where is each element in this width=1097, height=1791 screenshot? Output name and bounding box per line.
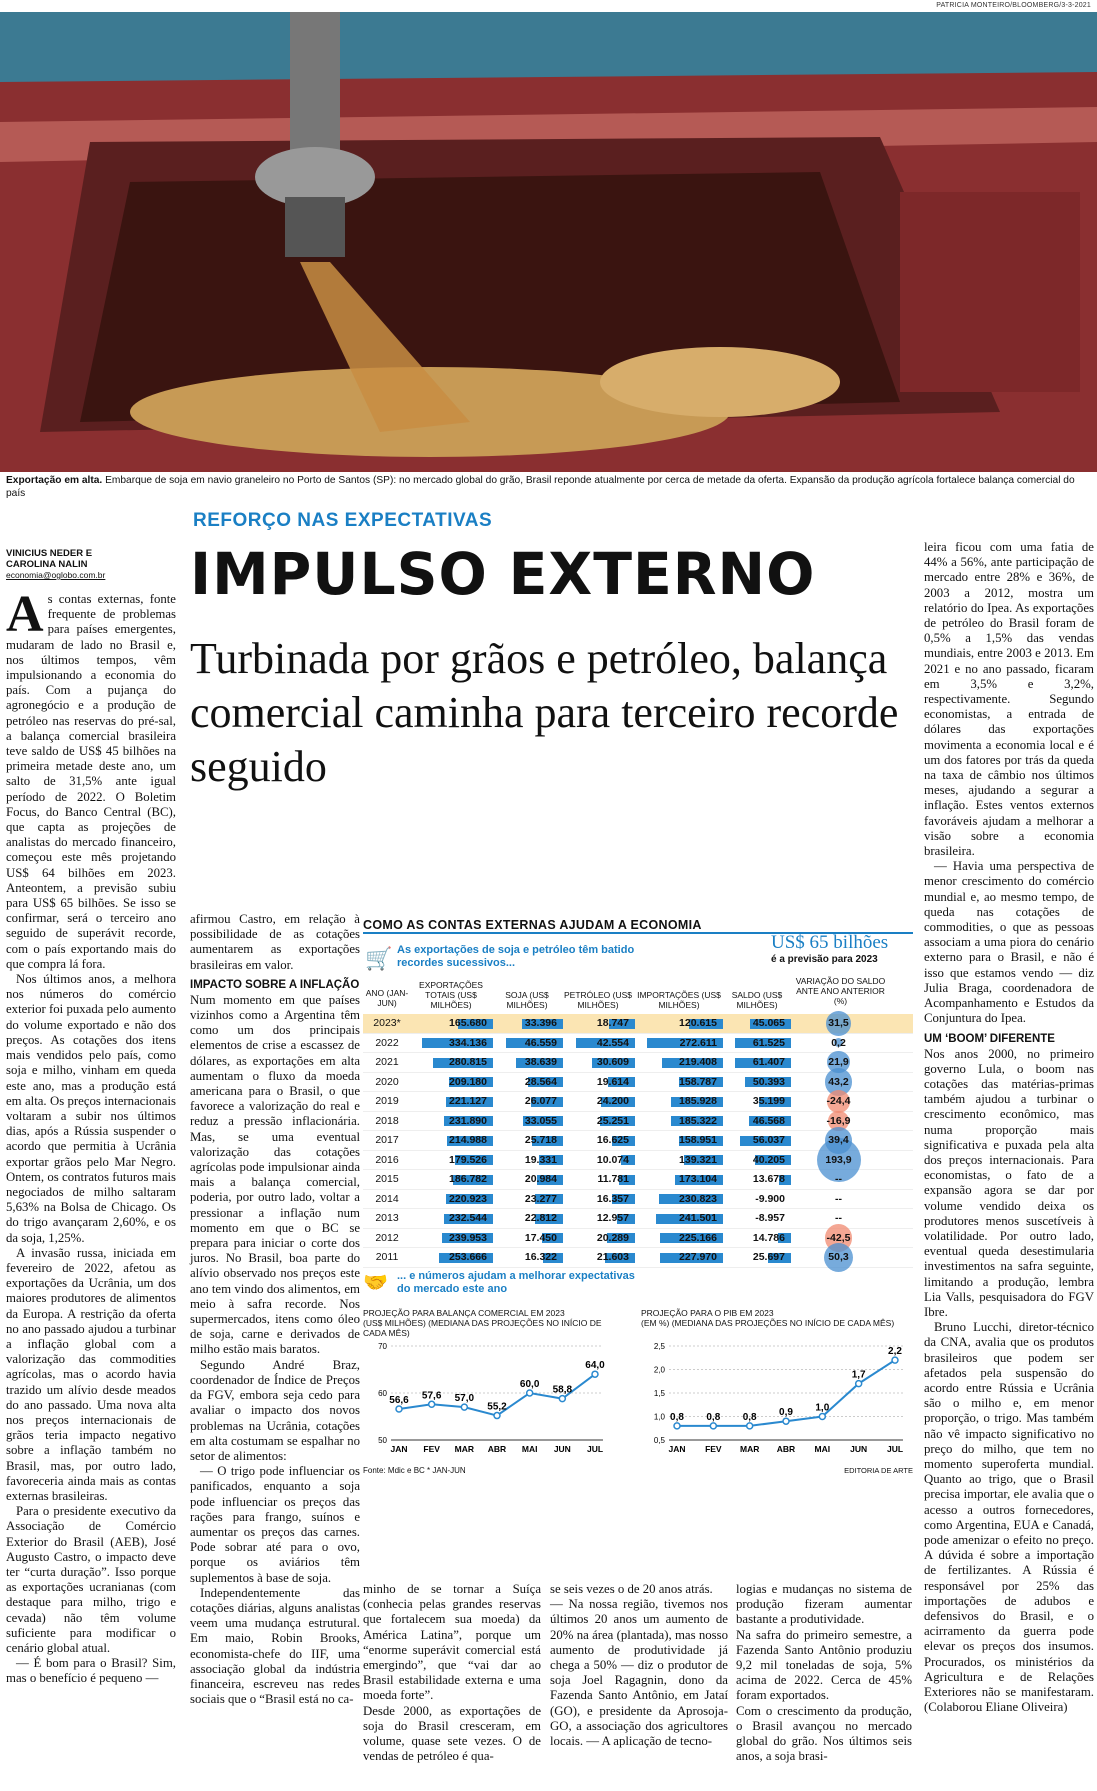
data-point xyxy=(674,1423,680,1429)
table-cell xyxy=(493,1072,563,1091)
cell-value: 21,9 xyxy=(828,1056,849,1069)
x-tick-label: ABR xyxy=(776,1444,796,1454)
x-tick-label: JAN xyxy=(390,1444,408,1454)
table-cell xyxy=(723,1209,791,1228)
paragraph: Independentemente das cotações diárias, alguns analistas veem uma mudança estrutural. Em maio, Robin Brooks, economista-chefe do IIF, uma associação global da indústria financeira, escreveu nas redes sociais que o “Brasil está no ca- xyxy=(190,1585,360,1707)
col-header: ANO (JAN-JUN) xyxy=(365,988,409,1008)
table-row xyxy=(363,1034,913,1054)
cell-value: 50,3 xyxy=(828,1251,849,1264)
cell-value: 2023* xyxy=(373,1017,401,1030)
x-tick-label: MAR xyxy=(739,1444,760,1454)
cell-value: 56.037 xyxy=(752,1134,785,1147)
cell-value: 165.680 xyxy=(449,1017,487,1030)
cell-value: 16.322 xyxy=(524,1251,557,1264)
drop-cap: A xyxy=(6,586,44,643)
table-row xyxy=(363,1170,913,1190)
table-cell xyxy=(411,1072,493,1091)
cell-value: 17.450 xyxy=(524,1231,557,1244)
cell-value: 10.074 xyxy=(596,1153,629,1166)
cell-value: 19.614 xyxy=(596,1075,629,1088)
table-cell xyxy=(363,1189,411,1208)
cell-value: 20.289 xyxy=(596,1231,629,1244)
table-cell xyxy=(411,1228,493,1247)
data-point xyxy=(461,1404,467,1410)
table-cell xyxy=(723,1111,791,1130)
table-cell xyxy=(493,1033,563,1052)
cell-value: 2019 xyxy=(375,1095,399,1108)
table-cell xyxy=(723,1228,791,1247)
table-cell xyxy=(635,1092,723,1111)
table-cell xyxy=(635,1072,723,1091)
table-cell xyxy=(635,1111,723,1130)
byline-2: CAROLINA NALIN xyxy=(6,559,88,570)
table-cell xyxy=(723,1053,791,1072)
table-cell xyxy=(363,1131,411,1150)
table-cell xyxy=(635,1150,723,1169)
x-tick-label: FEV xyxy=(705,1444,722,1454)
chart-source: Fonte: Mdic e BC * JAN-JUN xyxy=(363,1466,466,1475)
data-point xyxy=(710,1423,716,1429)
cell-value: -24,4 xyxy=(826,1095,851,1108)
cell-value: 232.544 xyxy=(449,1212,487,1225)
x-tick-label: JUL xyxy=(886,1444,904,1454)
paragraph-text: s contas externas, fonte frequente de problemas para países emergentes, mudaram de lado no Brasil e, nos últimos tempos, vêm impulsionando a economia do país. Com a pujança do agronegócio e a produção de petróleo nas reservas do pré-sal, a balança comercial brasileira teve saldo de US$ 45 bilhões na primeira metade deste ano, um salto de 31,5% ante igual período de 2022. O Boletim Focus, do Banco Central (BC), que capta as projeções de analistas do mercado financeiro, começou este mês projetando US$ 64 bilhões em 2023. Anteontem, a previsão subiu para US$ 65 bilhões. Se isso se confirmar, será o terceiro ano seguido de superávit recorde, com o país exportando mais do que compra lá fora. xyxy=(6,592,176,971)
table-cell xyxy=(563,1072,635,1091)
cell-value: 2021 xyxy=(375,1056,399,1069)
line-chart-1-subtitle: (US$ MILHÕES) (MEDIANA DAS PROJEÇÕES NO INÍCIO DE CADA MÊS) xyxy=(363,1318,602,1338)
table-cell xyxy=(411,1189,493,1208)
line-chart-2-header xyxy=(641,1308,913,1328)
article-column-4: se seis vezes o de 20 anos atrás. — Na nossa região, tivemos nos últimos 20 anos um aumento de 20% na área (plantada), mas nosso aumento de produtividade já chega a 50% — diz o produtor de soja Joel Ragagnin, dono da Fazenda Santo Antônio, em Jataí (GO), e presidente da Aprosoja-GO, a associação dos agricultores locais. — A aplicação de tecno- xyxy=(550,1582,728,1749)
cell-value: 2017 xyxy=(375,1134,399,1147)
paragraph: Nos anos 2000, no primeiro governo Lula, o boom nas cotações das matérias-primas também ajudou a turbinar o crescimento econômico, mas numa proporção mais significativa e puxada pela alta dos preços internacionais. Para economistas, o fato de a expansão agora se dar por volume vendido deixa os produtores menos suscetíveis à volatilidade. Por outro lado, eventual queda desestimularia investimentos na safra seguinte, limitando a produção, lembra Lia Valls, pesquisadora do FGV Ibre. xyxy=(924,1046,1094,1319)
data-point xyxy=(819,1414,825,1420)
cell-value: -- xyxy=(835,1173,842,1186)
cell-value: 280.815 xyxy=(449,1056,487,1069)
data-label: 0,8 xyxy=(742,1411,757,1423)
table-header xyxy=(363,976,913,1014)
hero-photo xyxy=(0,12,1097,472)
table-cell xyxy=(563,1092,635,1111)
col-header: PETRÓLEO (US$ MILHÕES) xyxy=(563,990,633,1010)
trade-balance-line-chart xyxy=(363,1340,613,1460)
cell-value: 20.984 xyxy=(524,1173,557,1186)
table-cell xyxy=(723,1150,791,1169)
author-email[interactable]: economia@oglobo.com.br xyxy=(6,570,106,580)
data-label: 64,0 xyxy=(585,1360,605,1372)
cell-value: 193,9 xyxy=(825,1153,852,1166)
table-cell xyxy=(723,1248,791,1267)
cell-value: 2016 xyxy=(375,1153,399,1166)
cell-value: 2013 xyxy=(375,1212,399,1225)
data-label: 1,7 xyxy=(851,1369,866,1381)
table-cell xyxy=(363,1111,411,1130)
data-point xyxy=(527,1390,533,1396)
col-header: IMPORTAÇÕES (US$ MILHÕES) xyxy=(637,990,721,1010)
cell-value: 120.615 xyxy=(679,1017,717,1030)
table-cell xyxy=(723,1170,791,1189)
table-cell xyxy=(791,1150,886,1169)
table-cell xyxy=(723,1072,791,1091)
table-cell xyxy=(791,1033,886,1052)
table-cell xyxy=(723,1033,791,1052)
paragraph: Num momento em que países vizinhos como a Argentina têm como um dos principais elementos de crise a escassez de dólares, as exportações em alta aumentam o fluxo da moeda americana para o Brasil, o que favorece a valorização do real e reduz a pressão inflacionária. Mas, se uma eventual valorização das cotações agrícolas pode impulsionar ainda mais a balança comercial, poderia, por outro lado, voltar a pressionar a inflação num momento em que o BC se prepara para iniciar o corte dos juros. No Brasil, boa parte do alívio observado nos preços este ano tem vindo dos alimentos, em meio à safra recorde. Nos supermercados, itens como óleo de soja, carne e derivados de milho estão mais baratos. xyxy=(190,992,360,1357)
table-cell xyxy=(791,1170,886,1189)
data-point xyxy=(592,1371,598,1377)
kicker: REFORÇO NAS EXPECTATIVAS xyxy=(193,510,493,531)
cell-value: 16.625 xyxy=(596,1134,629,1147)
table-cell xyxy=(723,1131,791,1150)
highlight-caption: é a previsão para 2023 xyxy=(771,954,878,965)
table-cell xyxy=(411,1131,493,1150)
highlight-value: US$ 65 bilhões xyxy=(771,932,889,953)
y-tick-label: 60 xyxy=(378,1389,387,1398)
table-cell xyxy=(493,1150,563,1169)
y-tick-label: 50 xyxy=(378,1436,387,1445)
cell-value: -- xyxy=(835,1212,842,1225)
table-cell xyxy=(493,1131,563,1150)
col-header: EXPORTAÇÕES TOTAIS (US$ MILHÕES) xyxy=(419,980,483,1010)
paragraph: Bruno Lucchi, diretor-técnico da CNA, avalia que os produtos brasileiros que podem ser afetados pela suspensão do acordo entre Rússia e Ucrânia são o milho e, em menor proporção, o trigo. Mas também não vê impacto significativo no preço do milho, que tem no momento superoferta mundial. Quanto ao trigo, que o Brasil precisa importar, ele avalia que o acesso a outros fornecedores, como Argentina, EUA e Canadá, pode amenizar o efeito no preço. A dúvida é sobre a importação de fertilizantes. A Rússia é responsável por 25% das importações de adubos e defensivos do Brasil, e o acirramento da guerra pode elevar os preços dos insumos. Procurados, os ministérios da Agricultura e de Relações Exteriores não se manifestaram. (Colaborou Eliane Oliveira) xyxy=(924,1320,1094,1715)
caption-text: Embarque de soja em navio graneleiro no Porto de Santos (SP): no mercado global do grão, Brasil reponde atualmente por cerca de metade da oferta. Expansão da produção agrícola fortalece balança comercial do país xyxy=(6,475,1075,499)
y-tick-label: 2,5 xyxy=(653,1342,665,1351)
x-tick-label: JAN xyxy=(668,1444,686,1454)
cell-value: 28.564 xyxy=(524,1075,557,1088)
article-column-5: logias e mudanças no sistema de produção fizeram aumentar bastante a produtividade. Na safra do primeiro semestre, a Fazenda Santo Antônio produziu 9,2 mil toneladas de soja, 5% acima de 2022. Cerca de 45% foram exportados. Com o crescimento da produção, o Brasil avançou no mercado global do grão. Nos últimos seis anos, a soja brasi- xyxy=(736,1582,912,1764)
cell-value: 2022 xyxy=(375,1036,399,1049)
cell-value: -9.900 xyxy=(755,1192,785,1205)
cell-value: 61.525 xyxy=(752,1036,785,1049)
chart-title: COMO AS CONTAS EXTERNAS AJUDAM A ECONOMIA xyxy=(363,918,702,932)
cell-value: -- xyxy=(835,1192,842,1205)
table-cell xyxy=(563,1111,635,1130)
cell-value: 230.823 xyxy=(679,1192,717,1205)
cell-value: 220.923 xyxy=(449,1192,487,1205)
y-tick-label: 70 xyxy=(378,1342,387,1351)
table-cell xyxy=(411,1111,493,1130)
cell-value: 50.393 xyxy=(752,1075,785,1088)
table-cell xyxy=(493,1228,563,1247)
cell-value: 25.697 xyxy=(752,1251,785,1264)
line-chart-1-title: PROJEÇÃO PARA BALANÇA COMERCIAL EM 2023 xyxy=(363,1308,565,1318)
data-point xyxy=(747,1423,753,1429)
cell-value: 231.890 xyxy=(449,1114,487,1127)
paragraph: — Havia uma perspectiva de menor crescimento do comércio mundial e, ao mesmo tempo, de queda nas cotações de commodities, o que as pessoas associam a uma piora do cenário externo para o Brasil, e não é isso que estamos vendo — diz Julia Braga, coordenadora de Acompanhamento e Estudos da Conjuntura do Ipea. xyxy=(924,859,1094,1026)
cell-value: 186.782 xyxy=(449,1173,487,1186)
table-cell xyxy=(411,1150,493,1169)
cell-value: 42.554 xyxy=(596,1036,629,1049)
cell-value: 2018 xyxy=(375,1114,399,1127)
table-cell xyxy=(563,1189,635,1208)
table-cell xyxy=(563,1228,635,1247)
article-column-3: minho de se tornar a Suíça (conhecia pelas grandes reservas que fortalecem sua moeda) da América Latina”, porque um “enorme superávit comercial está emergindo”, que “vai dar ao Brasil estabilidade externa e uma moeda forte”. Desde 2000, as exportações de soja do Brasil cresceram, em volume, quase sete vezes. O de vendas de petróleo é qua- xyxy=(363,1582,541,1764)
cell-value: 18.747 xyxy=(596,1017,629,1030)
cell-value: 219.408 xyxy=(679,1056,717,1069)
cell-value: 158.787 xyxy=(679,1075,717,1088)
table-cell xyxy=(635,1033,723,1052)
table-cell xyxy=(635,1189,723,1208)
cell-value: 12.957 xyxy=(596,1212,629,1225)
article-column-6 xyxy=(924,540,1094,1715)
paragraph: — É bom para o Brasil? Sim, mas o benefício é pequeno — xyxy=(6,1656,176,1686)
cell-value: 23.277 xyxy=(524,1192,557,1205)
table-cell xyxy=(411,1248,493,1267)
cell-value: 185.322 xyxy=(679,1114,717,1127)
cell-value: 22.812 xyxy=(524,1212,557,1225)
table-row xyxy=(363,1014,913,1034)
col-header: VARIAÇÃO DO SALDO ANTE ANO ANTERIOR (%) xyxy=(795,976,886,1006)
article-column-2 xyxy=(190,912,360,1707)
cell-value: 30.609 xyxy=(596,1056,629,1069)
cell-value: 2011 xyxy=(375,1251,399,1264)
lead-paragraph xyxy=(6,586,176,972)
cell-value: 225.166 xyxy=(679,1231,717,1244)
table-cell xyxy=(363,1248,411,1267)
table-cell xyxy=(411,1170,493,1189)
cell-value: 39,4 xyxy=(828,1134,849,1147)
paragraph: Nos últimos anos, a melhora nos números do comércio exterior foi puxada pelo aumento do volume exportado e não dos preços. As cotações dos itens mais vendidos pelo país, como soja e milho, vinham em queda este ano, mas a produção está em alta. Os preços internacionais voltaram a subir nos últimos dias, após a Rússia suspender o acordo que permitia à Ucrânia exportar grãos pelo Mar Negro. Ontem, os contratos futuros mais negociados de milho saltaram 5,63% na Bolsa de Chicago. Os do trigo avançaram 2,60%, e os da soja, 1,25%. xyxy=(6,972,176,1245)
table-cell xyxy=(363,1072,411,1091)
table-row xyxy=(363,1248,913,1268)
table-cell xyxy=(791,1248,886,1267)
data-label: 60,0 xyxy=(519,1379,540,1390)
x-tick-label: JUN xyxy=(850,1444,868,1454)
table-cell xyxy=(635,1228,723,1247)
cell-value: 33.396 xyxy=(524,1017,557,1030)
table-cell xyxy=(411,1209,493,1228)
infographic xyxy=(363,918,913,1568)
cell-value: 2012 xyxy=(375,1231,399,1244)
cell-value: 61.407 xyxy=(752,1056,785,1069)
cell-value: 214.988 xyxy=(449,1134,487,1147)
cell-value: 173.104 xyxy=(679,1173,717,1186)
table-cell xyxy=(563,1053,635,1072)
table-cell xyxy=(411,1033,493,1052)
cell-value: 38.639 xyxy=(524,1056,557,1069)
cell-value: -8.957 xyxy=(755,1212,785,1225)
table-row xyxy=(363,1073,913,1093)
table-cell xyxy=(563,1150,635,1169)
y-tick-label: 1,5 xyxy=(653,1389,665,1398)
cell-value: 33.055 xyxy=(524,1114,557,1127)
table-cell xyxy=(563,1131,635,1150)
table-cell xyxy=(363,1228,411,1247)
table-cell xyxy=(411,1053,493,1072)
table-row xyxy=(363,1151,913,1171)
table-cell xyxy=(723,1092,791,1111)
table-cell xyxy=(723,1189,791,1208)
table-cell xyxy=(363,1033,411,1052)
table-cell xyxy=(635,1209,723,1228)
table-cell xyxy=(411,1092,493,1111)
cell-value: 2020 xyxy=(375,1075,399,1088)
cell-value: 16.357 xyxy=(596,1192,629,1205)
table-cell xyxy=(493,1189,563,1208)
article-column-1 xyxy=(6,548,176,1687)
table-cell xyxy=(635,1014,723,1033)
table-cell xyxy=(563,1209,635,1228)
cart-icon: 🛒 xyxy=(365,946,393,971)
cell-value: 158.951 xyxy=(679,1134,717,1147)
cell-value: 19.331 xyxy=(524,1153,557,1166)
gdp-line-chart xyxy=(641,1340,913,1460)
table-cell xyxy=(493,1092,563,1111)
table-cell xyxy=(493,1111,563,1130)
cell-value: 241.501 xyxy=(679,1212,717,1225)
line-chart-2-subtitle: (EM %) (MEDIANA DAS PROJEÇÕES NO INÍCIO DE CADA MÊS) xyxy=(641,1318,895,1328)
table-cell xyxy=(363,1053,411,1072)
table-cell xyxy=(723,1014,791,1033)
data-point xyxy=(559,1396,565,1402)
data-label: 55,2 xyxy=(487,1401,507,1413)
table-row xyxy=(363,1092,913,1112)
cell-value: 179.526 xyxy=(449,1153,487,1166)
cell-value: 45.065 xyxy=(752,1017,785,1030)
table-cell xyxy=(563,1033,635,1052)
data-point xyxy=(396,1406,402,1412)
data-label: 57,0 xyxy=(454,1393,475,1405)
x-tick-label: MAI xyxy=(814,1444,831,1454)
cell-value: 35.199 xyxy=(752,1095,785,1108)
paragraph: Segundo André Braz, coordenador de Índice de Preços da FGV, embora seja cedo para avaliar o impacto dos novos problemas na Ucrânia, cotações em alta costumam se espalhar no setor de alimentos: xyxy=(190,1357,360,1463)
cell-value: 2015 xyxy=(375,1173,399,1186)
x-tick-label: JUL xyxy=(586,1444,604,1454)
cell-value: 334.136 xyxy=(449,1036,487,1049)
table-cell xyxy=(791,1072,886,1091)
cell-value: 239.953 xyxy=(449,1231,487,1244)
section-heading: UM ‘BOOM’ DIFERENTE xyxy=(924,1032,1055,1045)
ship-hold-illustration xyxy=(0,12,1097,472)
cell-value: -16,9 xyxy=(826,1114,851,1127)
data-label: 0,9 xyxy=(779,1407,793,1419)
paragraph: A invasão russa, iniciada em fevereiro de 2022, afetou as exportações da Ucrânia, um dos maiores produtores de alimentos da Europa. A restrição da oferta no ano passado ajudou a turbinar a inflação global com a valorização das commodities agrícolas, mas o acordo havia trazido um alívio desde meados do ano passado. Uma nova alta nos preços internacionais de grãos teria impacto negativo sobre a inflação também no Brasil, mas, por outro lado, favoreceria ainda mais as contas externas brasileiras. xyxy=(6,1245,176,1503)
table-cell xyxy=(635,1131,723,1150)
cell-value: 43,2 xyxy=(828,1075,849,1088)
col-header: SALDO (US$ MILHÕES) xyxy=(731,990,783,1010)
data-label: 56,6 xyxy=(389,1394,409,1406)
table-cell xyxy=(363,1170,411,1189)
cell-value: 21.603 xyxy=(596,1251,629,1264)
caption-lead: Exportação em alta. xyxy=(6,475,103,486)
table-cell xyxy=(791,1189,886,1208)
table-row xyxy=(363,1190,913,1210)
table-cell xyxy=(493,1248,563,1267)
data-label: 0,8 xyxy=(706,1411,721,1423)
cell-value: 185.928 xyxy=(679,1095,717,1108)
cell-value: 25.718 xyxy=(524,1134,557,1147)
x-tick-label: MAR xyxy=(454,1444,475,1454)
table-cell xyxy=(563,1170,635,1189)
table-cell xyxy=(363,1014,411,1033)
table-cell xyxy=(635,1248,723,1267)
data-point xyxy=(856,1381,862,1387)
cell-value: 13.678 xyxy=(752,1173,785,1186)
cell-value: 11.781 xyxy=(597,1173,629,1186)
table-cell xyxy=(493,1170,563,1189)
table-cell xyxy=(363,1150,411,1169)
table-cell xyxy=(493,1053,563,1072)
cell-value: 0,2 xyxy=(831,1036,846,1049)
handshake-icon: 🤝 xyxy=(363,1272,388,1294)
photo-credit: PATRICIA MONTEIRO/BLOOMBERG/3-3-2021 xyxy=(936,2,1091,9)
data-label: 58,8 xyxy=(552,1384,573,1396)
table-cell xyxy=(363,1209,411,1228)
byline-1: VINICIUS NEDER E xyxy=(6,548,93,559)
table-cell xyxy=(563,1014,635,1033)
cell-value: 46.568 xyxy=(752,1114,785,1127)
cell-value: 14.786 xyxy=(752,1231,785,1244)
line-chart-2-title: PROJEÇÃO PARA O PIB EM 2023 xyxy=(641,1308,774,1318)
subheadline: Turbinada por grãos e petróleo, balança comercial caminha para terceiro recorde seguido xyxy=(190,634,899,791)
cell-value: 139.321 xyxy=(679,1153,717,1166)
cell-value: 26.077 xyxy=(524,1095,557,1108)
chart-credit: EDITORIA DE ARTE xyxy=(844,1466,913,1475)
data-table xyxy=(363,1014,913,1268)
chart-intro-2: ... e números ajudam a melhorar expectativas do mercado este ano xyxy=(397,1270,635,1295)
cell-value: 253.666 xyxy=(449,1251,487,1264)
data-label: 2,2 xyxy=(888,1346,902,1358)
table-cell xyxy=(791,1092,886,1111)
paragraph: — O trigo pode influenciar os panificados, enquanto a soja pode influenciar os preços das rações para frango, suínos e aumentar os preços das carnes. Pode sobrar até para o ovo, porque os aviários têm suplementos à base de soja. xyxy=(190,1464,360,1585)
cell-value: -42,5 xyxy=(826,1231,851,1244)
col-header: SOJA (US$ MILHÕES) xyxy=(505,990,549,1010)
cell-value: 46.559 xyxy=(524,1036,557,1049)
chart-intro: As exportações de soja e petróleo têm batido recordes sucessivos... xyxy=(397,944,635,969)
table-cell xyxy=(635,1170,723,1189)
table-cell xyxy=(363,1092,411,1111)
table-cell xyxy=(411,1014,493,1033)
table-cell xyxy=(791,1014,886,1033)
table-cell xyxy=(635,1053,723,1072)
data-point xyxy=(783,1418,789,1424)
data-label: 1,0 xyxy=(815,1402,830,1414)
x-tick-label: JUN xyxy=(553,1444,571,1454)
cell-value: 221.127 xyxy=(449,1095,487,1108)
cell-value: 227.970 xyxy=(679,1251,717,1264)
table-cell xyxy=(493,1209,563,1228)
cell-value: 24.200 xyxy=(596,1095,629,1108)
cell-value: 31,5 xyxy=(828,1017,849,1030)
headline: IMPULSO EXTERNO xyxy=(190,540,816,608)
cell-value: 272.611 xyxy=(679,1036,717,1049)
paragraph: Para o presidente executivo da Associação de Comércio Exterior do Brasil (AEB), José Augusto Castro, o impacto deve ter “curta duração”. Isso porque as exportações ucranianas (com destaque para milho, trigo e cevada) não têm volume suficiente para modificar o cenário global atual. xyxy=(6,1504,176,1656)
data-label: 0,8 xyxy=(670,1411,684,1423)
table-cell xyxy=(563,1248,635,1267)
table-cell xyxy=(493,1014,563,1033)
y-tick-label: 2,0 xyxy=(653,1365,665,1375)
data-point xyxy=(494,1413,500,1419)
line-chart-1-header xyxy=(363,1308,613,1338)
section-heading: IMPACTO SOBRE A INFLAÇÃO xyxy=(190,978,360,991)
data-point xyxy=(429,1401,435,1407)
cell-value: 2014 xyxy=(375,1192,399,1205)
cell-value: 40.205 xyxy=(752,1153,785,1166)
photo-caption xyxy=(6,474,1096,500)
data-label: 57,6 xyxy=(421,1390,442,1402)
paragraph: leira ficou com uma fatia de 44% a 56%, ante participação de mercado entre 28% e 36%, de 2003 a 2012, mostra um relatório do Ipea. As exportações de petróleo do Brasil foram de 0,5% a 1,5% das vendas mundiais, entre 2003 e 2013. Em 2021 e no ano passado, ficaram em 3,5% e 3,2%, respectivamente. Segundo economistas, a entrada de dólares das exportações movimenta a economia local e é um dos fatores por trás da queda na taxa de câmbio nos últimos meses, ajudando a segurar a inflação. Estes ventos externos favoráveis ajudam a melhorar a visão sobre a economia brasileira. xyxy=(924,540,1094,859)
paragraph: afirmou Castro, em relação à possibilidade de as cotações aumentarem as exportações brasileiras em valor. xyxy=(190,912,360,972)
x-tick-label: MAI xyxy=(521,1444,538,1454)
cell-value: 25.251 xyxy=(596,1114,629,1127)
cell-value: 209.180 xyxy=(449,1075,487,1088)
x-tick-label: FEV xyxy=(423,1444,440,1454)
y-tick-label: 1,0 xyxy=(653,1412,665,1422)
x-tick-label: ABR xyxy=(487,1444,507,1454)
y-tick-label: 0,5 xyxy=(653,1436,665,1445)
data-point xyxy=(892,1357,898,1363)
